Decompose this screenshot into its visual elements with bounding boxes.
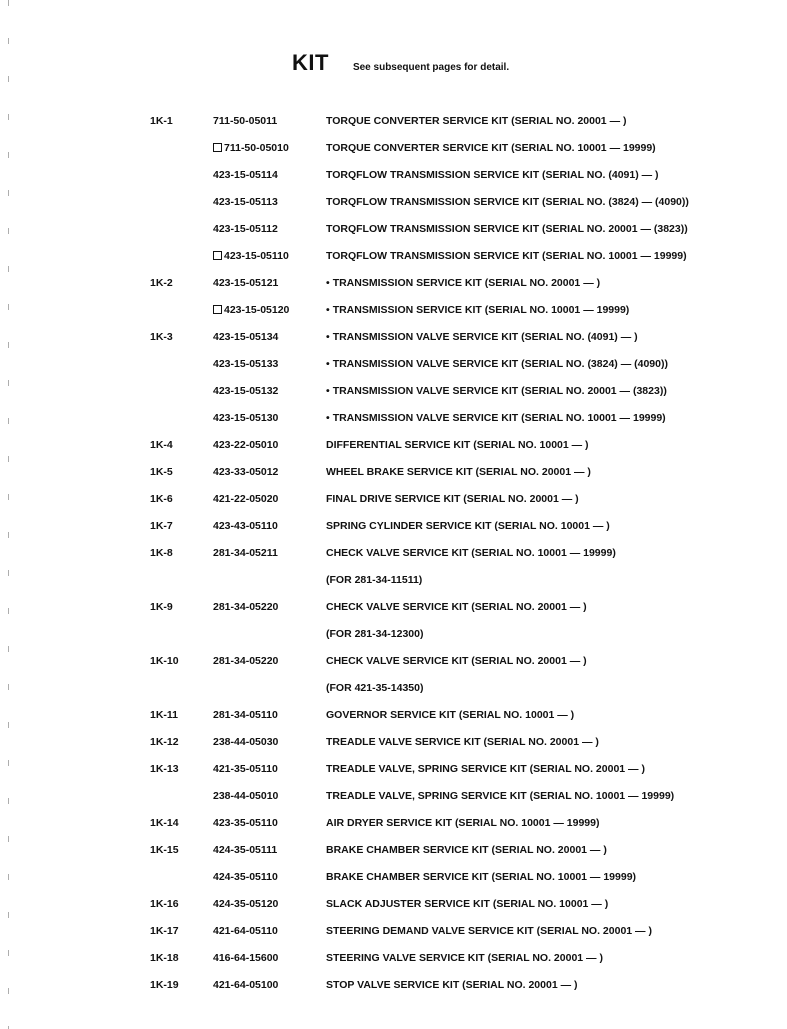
description: TORQUE CONVERTER SERVICE KIT (SERIAL NO. 10001 — 19999) — [326, 142, 656, 154]
description: TORQFLOW TRANSMISSION SERVICE KIT (SERIAL NO. 20001 — (3823)) — [326, 223, 688, 235]
description-cell — [326, 729, 599, 756]
part-number-cell — [213, 540, 278, 567]
description: SLACK ADJUSTER SERVICE KIT (SERIAL NO. 10001 — ) — [326, 898, 609, 910]
description: TREADLE VALVE SERVICE KIT (SERIAL NO. 20001 — ) — [326, 736, 599, 748]
part-number: 281-34-05220 — [213, 655, 279, 667]
description-cell — [326, 243, 687, 270]
bullet-icon: • — [326, 331, 330, 343]
kit-row — [0, 702, 787, 729]
description-cell — [326, 513, 610, 540]
part-number-cell — [213, 216, 278, 243]
description-cell — [326, 621, 423, 648]
part-number: 424-35-05111 — [213, 844, 278, 856]
part-number: 423-15-05121 — [213, 277, 279, 289]
part-number-cell — [213, 459, 278, 486]
description: GOVERNOR SERVICE KIT (SERIAL NO. 10001 — ) — [326, 709, 575, 721]
kit-number: 1K-11 — [150, 709, 179, 721]
part-number-cell — [213, 189, 278, 216]
kit-row — [0, 621, 787, 648]
kit-row — [0, 783, 787, 810]
description-cell — [326, 837, 607, 864]
part-number-cell — [213, 243, 289, 270]
kit-number: 1K-15 — [150, 844, 179, 856]
description: BRAKE CHAMBER SERVICE KIT (SERIAL NO. 10001 — 19999) — [326, 871, 637, 883]
description-cell — [326, 675, 423, 702]
part-number: 424-35-05110 — [213, 871, 278, 883]
description: TORQFLOW TRANSMISSION SERVICE KIT (SERIAL NO. (4091) — ) — [326, 169, 659, 181]
kit-number: 1K-12 — [150, 736, 179, 748]
description-cell — [326, 891, 608, 918]
part-number-cell — [213, 513, 278, 540]
part-number-cell — [213, 378, 278, 405]
part-number-cell — [213, 729, 278, 756]
part-number: 281-34-05110 — [213, 709, 278, 721]
part-number: 423-35-05110 — [213, 817, 278, 829]
part-number-cell — [213, 702, 278, 729]
kit-row — [0, 891, 787, 918]
kit-row — [0, 810, 787, 837]
description-cell — [326, 648, 587, 675]
kit-row — [0, 972, 787, 999]
part-number-cell — [213, 837, 277, 864]
bullet-icon: • — [326, 304, 330, 316]
part-number: 281-34-05220 — [213, 601, 279, 613]
description-cell — [326, 864, 636, 891]
part-number-cell — [213, 972, 278, 999]
part-number: 423-15-05110 — [224, 250, 289, 262]
description-cell — [326, 918, 652, 945]
part-number: 421-64-05110 — [213, 925, 278, 937]
square-box-icon — [213, 251, 222, 260]
kit-number: 1K-9 — [150, 601, 173, 613]
square-box-icon — [213, 143, 222, 152]
part-number: 711-50-05010 — [224, 142, 289, 154]
part-number: 421-22-05020 — [213, 493, 279, 505]
part-number: 416-64-15600 — [213, 952, 279, 964]
kit-number: 1K-19 — [150, 979, 179, 991]
part-number: 423-22-05010 — [213, 439, 279, 451]
page-header — [292, 50, 509, 78]
description-cell — [326, 756, 645, 783]
description: TORQUE CONVERTER SERVICE KIT (SERIAL NO. 20001 — ) — [326, 115, 627, 127]
kit-number: 1K-7 — [150, 520, 173, 532]
part-number: 423-15-05130 — [213, 412, 279, 424]
kit-row — [0, 324, 787, 351]
description-cell — [326, 594, 587, 621]
description-cell — [326, 297, 629, 324]
part-number: 711-50-05011 — [213, 115, 278, 127]
kit-row — [0, 378, 787, 405]
description-cell — [326, 972, 578, 999]
part-number-cell — [213, 783, 278, 810]
description: STEERING VALVE SERVICE KIT (SERIAL NO. 20001 — ) — [326, 952, 603, 964]
kit-number: 1K-1 — [150, 115, 173, 127]
part-number-cell — [213, 351, 278, 378]
kit-row — [0, 513, 787, 540]
part-number-cell — [213, 864, 278, 891]
kit-row — [0, 540, 787, 567]
description: (FOR 421-35-14350) — [326, 682, 424, 694]
part-number-cell — [213, 486, 278, 513]
kit-list — [0, 108, 787, 999]
kit-row — [0, 486, 787, 513]
description: CHECK VALVE SERVICE KIT (SERIAL NO. 10001 — 19999) — [326, 547, 616, 559]
kit-row — [0, 864, 787, 891]
kit-row — [0, 216, 787, 243]
kit-row — [0, 837, 787, 864]
bullet-icon: • — [326, 277, 330, 289]
part-number: 423-15-05114 — [213, 169, 278, 181]
kit-row — [0, 459, 787, 486]
description: TRANSMISSION VALVE SERVICE KIT (SERIAL NO. (3824) — (4090)) — [332, 358, 668, 370]
description-cell — [326, 459, 591, 486]
description-cell — [326, 351, 668, 378]
description: FINAL DRIVE SERVICE KIT (SERIAL NO. 20001 — ) — [326, 493, 579, 505]
description-cell — [326, 405, 666, 432]
description: STEERING DEMAND VALVE SERVICE KIT (SERIAL NO. 20001 — ) — [326, 925, 652, 937]
kit-row — [0, 135, 787, 162]
part-number: 423-15-05134 — [213, 331, 279, 343]
kit-row — [0, 405, 787, 432]
description-cell — [326, 135, 656, 162]
description-cell — [326, 810, 599, 837]
part-number-cell — [213, 810, 278, 837]
part-number: 423-15-05120 — [224, 304, 290, 316]
kit-row — [0, 594, 787, 621]
kit-row — [0, 567, 787, 594]
part-number: 423-15-05132 — [213, 385, 279, 397]
description-cell — [326, 945, 603, 972]
description: TREADLE VALVE, SPRING SERVICE KIT (SERIAL NO. 20001 — ) — [326, 763, 645, 775]
part-number: 423-33-05012 — [213, 466, 279, 478]
description-cell — [326, 432, 589, 459]
kit-number: 1K-10 — [150, 655, 179, 667]
description: SPRING CYLINDER SERVICE KIT (SERIAL NO. 10001 — ) — [326, 520, 610, 532]
description: TRANSMISSION VALVE SERVICE KIT (SERIAL NO. 10001 — 19999) — [332, 412, 666, 424]
kit-number: 1K-6 — [150, 493, 173, 505]
part-number-cell — [213, 297, 289, 324]
kit-number: 1K-13 — [150, 763, 179, 775]
part-number: 421-35-05110 — [213, 763, 278, 775]
part-number: 423-15-05112 — [213, 223, 278, 235]
kit-number: 1K-16 — [150, 898, 179, 910]
part-number-cell — [213, 162, 278, 189]
bullet-icon: • — [326, 358, 330, 370]
page-subtitle: See subsequent pages for detail. — [352, 62, 510, 73]
description-cell — [326, 486, 579, 513]
kit-row — [0, 918, 787, 945]
description-cell — [326, 162, 659, 189]
kit-number: 1K-2 — [150, 277, 173, 289]
part-number: 238-44-05030 — [213, 736, 279, 748]
kit-row — [0, 432, 787, 459]
part-number-cell — [213, 648, 278, 675]
description: TREADLE VALVE, SPRING SERVICE KIT (SERIAL NO. 10001 — 19999) — [326, 790, 675, 802]
part-number: 423-15-05113 — [213, 196, 278, 208]
part-number-cell — [213, 432, 278, 459]
kit-number: 1K-18 — [150, 952, 179, 964]
kit-row — [0, 648, 787, 675]
description: AIR DRYER SERVICE KIT (SERIAL NO. 10001 — 19999) — [326, 817, 600, 829]
description-cell — [326, 378, 667, 405]
part-number-cell — [213, 135, 289, 162]
description: CHECK VALVE SERVICE KIT (SERIAL NO. 20001 — ) — [326, 655, 587, 667]
description: TORQFLOW TRANSMISSION SERVICE KIT (SERIAL NO. 10001 — 19999) — [326, 250, 687, 262]
description: TRANSMISSION SERVICE KIT (SERIAL NO. 20001 — ) — [332, 277, 601, 289]
part-number-cell — [213, 270, 278, 297]
kit-row — [0, 108, 787, 135]
kit-number: 1K-5 — [150, 466, 173, 478]
description: TORQFLOW TRANSMISSION SERVICE KIT (SERIAL NO. (3824) — (4090)) — [326, 196, 689, 208]
description: CHECK VALVE SERVICE KIT (SERIAL NO. 20001 — ) — [326, 601, 587, 613]
part-number-cell — [213, 324, 278, 351]
kit-number: 1K-8 — [150, 547, 173, 559]
description: DIFFERENTIAL SERVICE KIT (SERIAL NO. 10001 — ) — [326, 439, 589, 451]
square-box-icon — [213, 305, 222, 314]
kit-row — [0, 162, 787, 189]
kit-row — [0, 729, 787, 756]
description: (FOR 281-34-12300) — [326, 628, 424, 640]
description-cell — [326, 189, 689, 216]
part-number-cell — [213, 594, 278, 621]
part-number-cell — [213, 891, 278, 918]
description: (FOR 281-34-11511) — [326, 574, 423, 586]
kit-row — [0, 756, 787, 783]
part-number: 281-34-05211 — [213, 547, 278, 559]
description-cell — [326, 540, 616, 567]
part-number: 423-43-05110 — [213, 520, 278, 532]
part-number: 238-44-05010 — [213, 790, 279, 802]
description: TRANSMISSION VALVE SERVICE KIT (SERIAL NO. 20001 — (3823)) — [332, 385, 667, 397]
part-number-cell — [213, 108, 277, 135]
description: WHEEL BRAKE SERVICE KIT (SERIAL NO. 20001 — ) — [326, 466, 591, 478]
part-number-cell — [213, 918, 278, 945]
part-number: 423-15-05133 — [213, 358, 279, 370]
kit-number: 1K-3 — [150, 331, 173, 343]
description-cell — [326, 216, 688, 243]
kit-row — [0, 351, 787, 378]
part-number: 424-35-05120 — [213, 898, 279, 910]
kit-row — [0, 945, 787, 972]
bullet-icon: • — [326, 412, 330, 424]
kit-row — [0, 297, 787, 324]
page-title: KIT — [292, 50, 329, 75]
kit-row — [0, 675, 787, 702]
kit-row — [0, 243, 787, 270]
kit-row — [0, 189, 787, 216]
description: TRANSMISSION SERVICE KIT (SERIAL NO. 10001 — 19999) — [332, 304, 630, 316]
part-number-cell — [213, 405, 278, 432]
description-cell — [326, 108, 626, 135]
kit-number: 1K-17 — [150, 925, 179, 937]
description: TRANSMISSION VALVE SERVICE KIT (SERIAL NO. (4091) — ) — [332, 331, 638, 343]
description-cell — [326, 783, 674, 810]
part-number-cell — [213, 945, 278, 972]
part-number: 421-64-05100 — [213, 979, 279, 991]
part-number-cell — [213, 756, 278, 783]
description-cell — [326, 567, 422, 594]
bullet-icon: • — [326, 385, 330, 397]
kit-row — [0, 270, 787, 297]
description-cell — [326, 270, 600, 297]
description: STOP VALVE SERVICE KIT (SERIAL NO. 20001 — ) — [326, 979, 578, 991]
description-cell — [326, 702, 574, 729]
kit-number: 1K-14 — [150, 817, 179, 829]
kit-number: 1K-4 — [150, 439, 173, 451]
description-cell — [326, 324, 638, 351]
description: BRAKE CHAMBER SERVICE KIT (SERIAL NO. 20001 — ) — [326, 844, 607, 856]
